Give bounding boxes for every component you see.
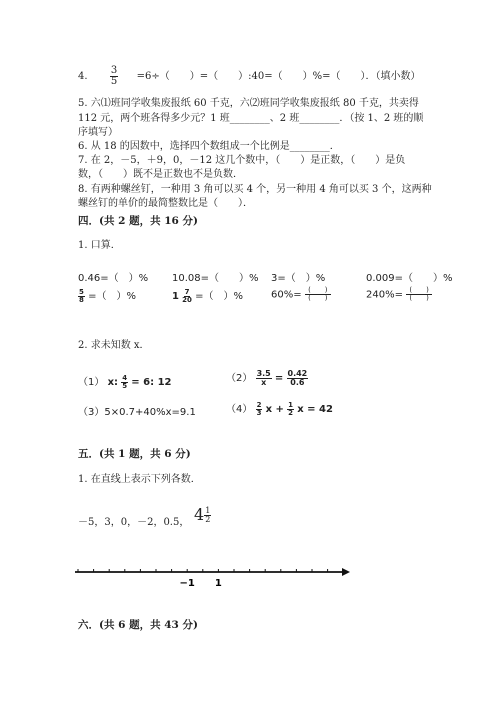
fraction: $\frac{( )}{( )}$ [305, 287, 331, 302]
fraction: $\frac{5}{8}$ [79, 287, 84, 304]
question-7-line1: 7. 在 2，－5，＋9，0，－12 这几个数中，（ ）是正数，（ ）是负 [78, 155, 406, 166]
equation-1: （1） x: $\frac{4}{5}$ = 6: 12 [78, 373, 172, 390]
oral-calc-item: 60%= $\frac{( )}{( )}$ [271, 287, 331, 302]
oral-calc-item: 0.009=（ ）% [366, 273, 453, 284]
fraction: $\frac{4}{5}$ [122, 373, 128, 390]
oral-calc-item: $\frac{5}{8}$ =（ ）% [79, 287, 136, 304]
fraction: $\frac{1}{2}$ [288, 400, 293, 417]
mixed-number: 4 $\frac{1}{2}$ [194, 505, 211, 524]
question-6: 6. 从 18 的因数中，选择四个数组成一个比例是________． [78, 141, 340, 152]
fraction: $\frac{3}{5}$ [110, 65, 118, 87]
oral-calc-item: 240%= $\frac{( )}{( )}$ [366, 287, 432, 302]
question-7-line2: 数，（ ）既不是正数也不是负数． [78, 169, 243, 180]
question-4 [78, 66, 421, 87]
tick-label-1: 1 [214, 578, 222, 589]
arrow-icon [342, 568, 350, 576]
fraction: $\frac{2}{3}$ [256, 400, 262, 417]
equation-2: （2） $\frac{3.5}{x}$ = $\frac{0.42}{0.6}$ [226, 368, 308, 387]
oral-calc-item: 0.46=（ ）% [78, 273, 149, 284]
section-4-heading: 四．(共 2 题，共 16 分) [78, 215, 198, 227]
number-list: －5，3，0，－2，0.5， [78, 517, 190, 528]
question-text: =6÷（ ）=（ ）:40=（ ）%=（ ）．（填小数） [136, 71, 421, 82]
number-line [70, 562, 355, 592]
equation-4: （4） $\frac{2}{3}$ x + $\frac{1}{2}$ x = 42 [226, 400, 333, 417]
section-6-heading: 六．(共 6 题，共 43 分) [78, 619, 198, 631]
section-4-q1-title: 1. 口算． [78, 240, 121, 251]
question-8-line1: 8. 有两种螺丝钉，一种用 3 角可以买 4 个，另一种用 4 角可以买 3 个，这两种 [78, 184, 432, 195]
fraction: $\frac{( )}{( )}$ [406, 287, 432, 302]
section-4-q2-title: 2. 求未知数 x． [78, 340, 150, 351]
question-number: 4. [78, 71, 88, 82]
section-5-heading: 五．(共 1 题，共 6 分) [78, 448, 191, 460]
section-5-q1-title: 1. 在直线上表示下列各数． [78, 474, 201, 485]
equation-3: （3）5×0.7+40%x=9.1 [78, 407, 196, 418]
oral-calc-item: 3=（ ）% [271, 273, 326, 284]
question-5-line1: 5. 六⑴班同学收集废报纸 60 千克，六⑵班同学收集废报纸 80 千克，共卖得 [78, 98, 419, 109]
question-5-line3: 序填写） [78, 127, 118, 138]
question-8-line2: 螺丝钉的单价的最简整数比是（ ）． [78, 198, 253, 209]
fraction: $\frac{0.42}{0.6}$ [287, 368, 308, 387]
fraction: $\frac{3.5}{x}$ [256, 368, 271, 387]
oral-calc-item: 10.08=（ ）% [172, 273, 259, 284]
fraction: $\frac{7}{20}$ [182, 287, 192, 304]
oral-calc-item: 1 $\frac{7}{20}$ =（ ）% [172, 287, 243, 304]
question-5-line2: 112 元，两个班各得多少元？1 班________、2 班________．（按 1、2 班的顺 [78, 113, 424, 124]
tick-label-minus-1: −1 [179, 578, 195, 589]
